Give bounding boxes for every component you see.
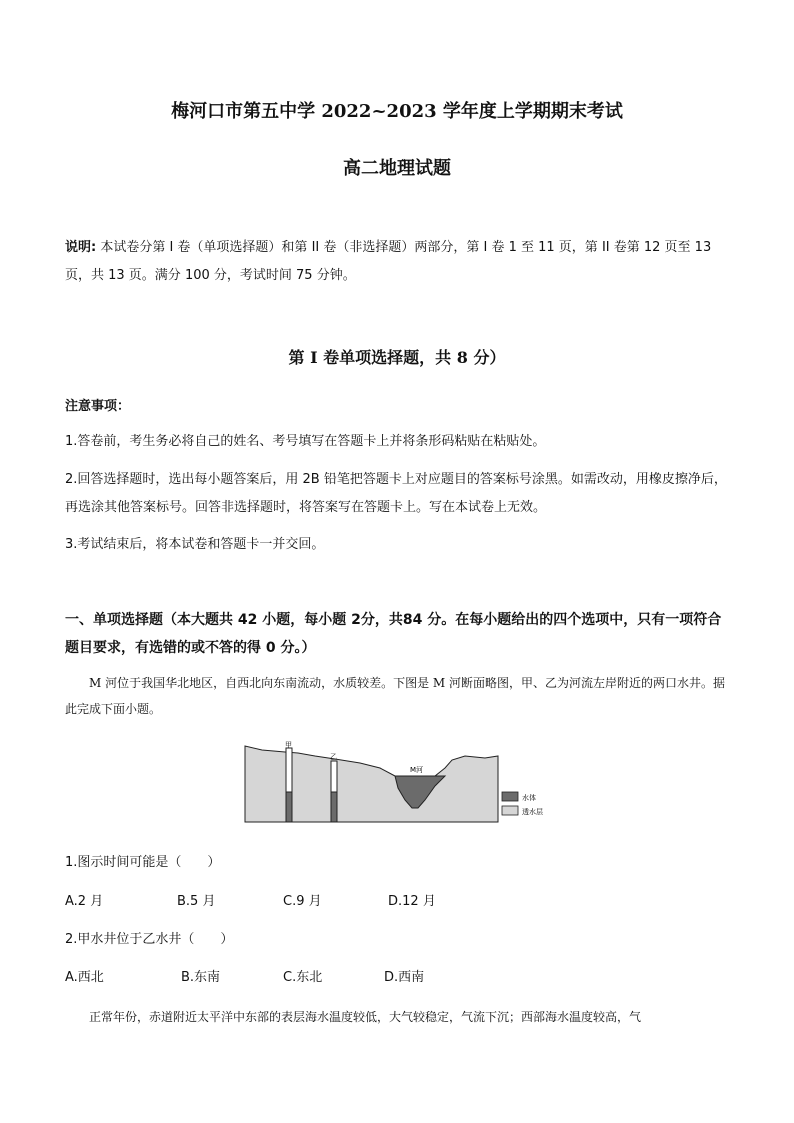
option-a[interactable]: A.2 月 [65,894,104,909]
well-a-label: 甲 [285,741,292,749]
exam-explanation [65,234,733,290]
option-b[interactable]: B.东南 [181,970,221,985]
material-text: 正常年份，赤道附近太平洋中东部的表层海水温度较低，大气较稳定，气流下沉；西部海水温度较高，气 [89,1010,642,1024]
well-b-label: 乙 [330,753,337,761]
notice-item: 3.考试结束后，将本试卷和答题卡一并交回。 [65,537,325,552]
explanation-text: 本试卷分第 I 卷（单项选择题）和第 II 卷（非选择题）两部分，第 I 卷 1 至 11 页，第 II 卷第 12 页至 13 页，共 13 页。满分 100 分，考试时间 75 分钟。 [65,240,712,283]
permeable-layer [245,746,498,822]
legend-water-label: 水体 [522,794,536,802]
river-label: M河 [410,766,424,774]
well-a-water [286,792,292,822]
notice-item: 1.答卷前，考生务必将自己的姓名、考号填写在答题卡上并将条形码粘贴在粘贴处。 [65,434,546,449]
option-c[interactable]: C.9 月 [283,894,322,909]
option-d[interactable]: D.西南 [384,970,425,985]
section-title: 第 I 卷单项选择题，共 8 分） [288,348,506,367]
explanation-label: 说明: [65,240,97,255]
exam-title: 梅河口市第五中学 2022~2023 学年度上学期期末考试 [171,101,623,122]
option-d[interactable]: D.12 月 [388,894,436,909]
option-a[interactable]: A.西北 [65,970,104,985]
question-2-stem: 2.甲水井位于乙水井（ ） [65,932,234,947]
well-b-water [331,792,337,822]
question-1-stem: 1.图示时间可能是（ ） [65,855,221,870]
notice-heading: 注意事项： [65,399,131,414]
option-b[interactable]: B.5 月 [177,894,216,909]
exam-subtitle: 高二地理试题 [343,158,451,179]
legend-water-swatch [502,792,518,801]
part-heading: 一、单项选择题（本大题共 42 小题，每小题 2分，共84 分。在每小题给出的四个选项中，只有一项符合题目要求，有选错的或不答的得 0 分。） [65,612,722,656]
legend-permeable-swatch [502,806,518,815]
option-c[interactable]: C.东北 [283,970,323,985]
river-cross-section-figure [240,738,560,828]
material-text: M 河位于我国华北地区，自西北向东南流动，水质较差。下图是 M 河断面略图，甲、乙为河流左岸附近的两口水井。据此完成下面小题。 [65,676,726,716]
legend-permeable-label: 透水层 [522,808,543,816]
notice-item: 2.回答选择题时，选出每小题答案后，用 2B 铅笔把答题卡上对应题目的答案标号涂黑。如需改动，用橡皮擦净后，再选涂其他答案标号。回答非选择题时，将答案写在答题卡上。写在本试卷上无效。 [65,472,727,515]
